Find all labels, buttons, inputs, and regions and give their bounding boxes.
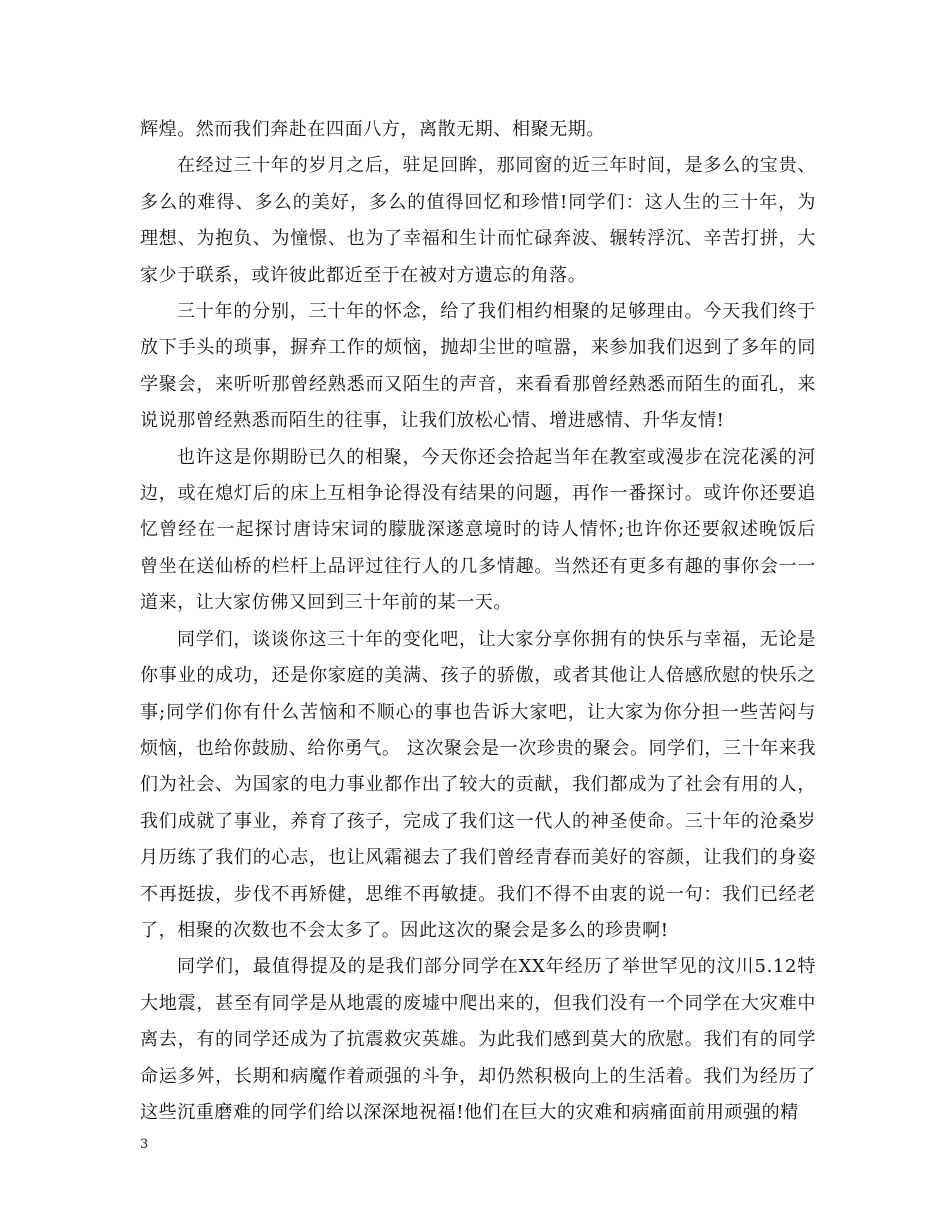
page-body — [140, 112, 816, 1131]
paragraph-continuation: 辉煌。然而我们奔赴在四面八方，离散无期、相聚无期。 — [140, 119, 605, 140]
page-number: 3 — [140, 1137, 149, 1152]
paragraph-earthquake: 同学们，最值得提及的是我们部分同学在XX年经历了举世罕见的汶川5.12特大地震，甚至有同学是从地震的废墟中爬出来的，但我们没有一个同学在大灾难中离去，有的同学还成为了抗震救灾英雄。为此我们感到莫大的欣慰。我们有的同学命运多舛，长期和病魔作着顽强的斗争，却仍然积极向上的生活着。我们为经历了这些沉重磨难的同学们给以深深地祝福!他们在巨大的灾难和病痛面前用顽强的精 — [140, 956, 816, 1123]
paragraph-reunion-reason: 三十年的分别，三十年的怀念，给了我们相约相聚的足够理由。今天我们终于放下手头的琐事，摒弃工作的烦恼，抛却尘世的喧嚣，来参加我们迟到了多年的同学聚会，来听听那曾经熟悉而又陌生的声音，来看看那曾经熟悉而陌生的面孔，来说说那曾经熟悉而陌生的往事，让我们放松心情、增进感情、升华友情! — [140, 301, 816, 432]
paragraph-reflection: 在经过三十年的岁月之后，驻足回眸，那同窗的近三年时间，是多么的宝贵、多么的难得、多么的美好，多么的值得回忆和珍惜!同学们：这人生的三十年，为理想、为抱负、为憧憬、也为了幸福和生计而忙碌奔波、辗转浮沉、辛苦打拼，大家少于联系，或许彼此都近至于在被对方遗忘的角落。 — [140, 155, 816, 286]
paragraph-memories: 也许这是你期盼已久的相聚，今天你还会拾起当年在教室或漫步在浣花溪的河边，或在熄灯后的床上互相争论得没有结果的问题，再作一番探讨。或许你还要追忆曾经在一起探讨唐诗宋词的朦胧深遂意境时的诗人情怀;也许你还要叙述晚饭后曾坐在送仙桥的栏杆上品评过往行人的几多情趣。当然还有更多有趣的事你会一一道来，让大家仿佛又回到三十年前的某一天。 — [140, 446, 816, 614]
paragraph-changes: 同学们，谈谈你这三十年的变化吧，让大家分享你拥有的快乐与幸福，无论是你事业的成功，还是你家庭的美满、孩子的骄傲，或者其他让人倍感欣慰的快乐之事;同学们你有什么苦恼和不顺心的事也告诉大家吧，让大家为你分担一些苦闷与烦恼，也给你鼓励、给你勇气。 这次聚会是一次珍贵的聚会。同学们，三十年来我们为社会、为国家的电力事业都作出了较大的贡献，我们都成为了社会有用的人，我们成就了事业，养育了孩子，完成了我们这一代人的神圣使命。三十年的沧桑岁月历练了我们的心志，也让风霜褪去了我们曾经青春而美好的容颜，让我们的身姿不再挺拔，步伐不再矫健，思维不再敏捷。我们不得不由衷的说一句：我们已经老了，相聚的次数也不会太多了。因此这次的聚会是多么的珍贵啊! — [140, 628, 816, 941]
